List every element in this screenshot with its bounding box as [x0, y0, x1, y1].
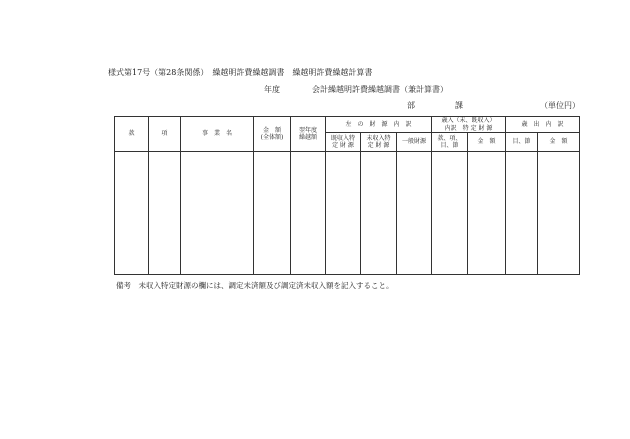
form-header: 様式第17号（第28条関係） 繰越明許費繰越調書 繰越明許費繰越計算書: [108, 68, 373, 77]
header-kishuu: 既収入特 定 財 源: [326, 133, 361, 152]
cell-kingaku-revenue[interactable]: [468, 152, 506, 275]
remarks-note: 備考 未収入特定財源の欄には、調定未済額及び調定済未収入額を記入すること。: [116, 281, 394, 290]
cell-jigyou[interactable]: [181, 152, 254, 275]
cell-kingaku-expenditure[interactable]: [538, 152, 580, 275]
header-jigyou: 事 業 名: [181, 117, 254, 152]
cell-kankou[interactable]: [432, 152, 468, 275]
cell-kishuu[interactable]: [326, 152, 361, 275]
cell-mishuu[interactable]: [361, 152, 397, 275]
header-kingaku-expenditure: 金 額: [538, 133, 580, 152]
header-zaigen-group: 左 の 財 源 内 訳: [326, 117, 432, 133]
form-year-title: 年度 会計繰越明許費繰越調書（兼計算書）: [264, 85, 448, 94]
unit-label: （単位円）: [540, 101, 580, 110]
header-kingaku-revenue: 金 額: [468, 133, 506, 152]
header-kankou: 款、項、 目、節: [432, 133, 468, 152]
header-mishuu: 未収入特 定 財 源: [361, 133, 397, 152]
cell-kou[interactable]: [149, 152, 181, 275]
cell-kingaku[interactable]: [254, 152, 291, 275]
header-sainyu-group: 歳入（未、既収入） 内訳 特 定 財 源: [432, 117, 506, 133]
dept-line: [407, 101, 580, 110]
header-kan: 款: [115, 117, 149, 152]
cell-mokusetsu[interactable]: [506, 152, 538, 275]
cell-yokunen[interactable]: [291, 152, 326, 275]
dept-label: 部 課: [407, 101, 463, 110]
header-kingaku: 金 額 (全体額): [254, 117, 291, 152]
header-yokunen: 翌年度 繰越額: [291, 117, 326, 152]
cell-kan[interactable]: [115, 152, 149, 275]
cell-ippan[interactable]: [397, 152, 432, 275]
header-kou: 項: [149, 117, 181, 152]
header-ippan: 一般財源: [397, 133, 432, 152]
header-mokusetsu: 目、節: [506, 133, 538, 152]
table-row: [115, 152, 580, 275]
carryover-table: [114, 116, 580, 275]
header-saishutsu-group: 歳 出 内 訳: [506, 117, 580, 133]
